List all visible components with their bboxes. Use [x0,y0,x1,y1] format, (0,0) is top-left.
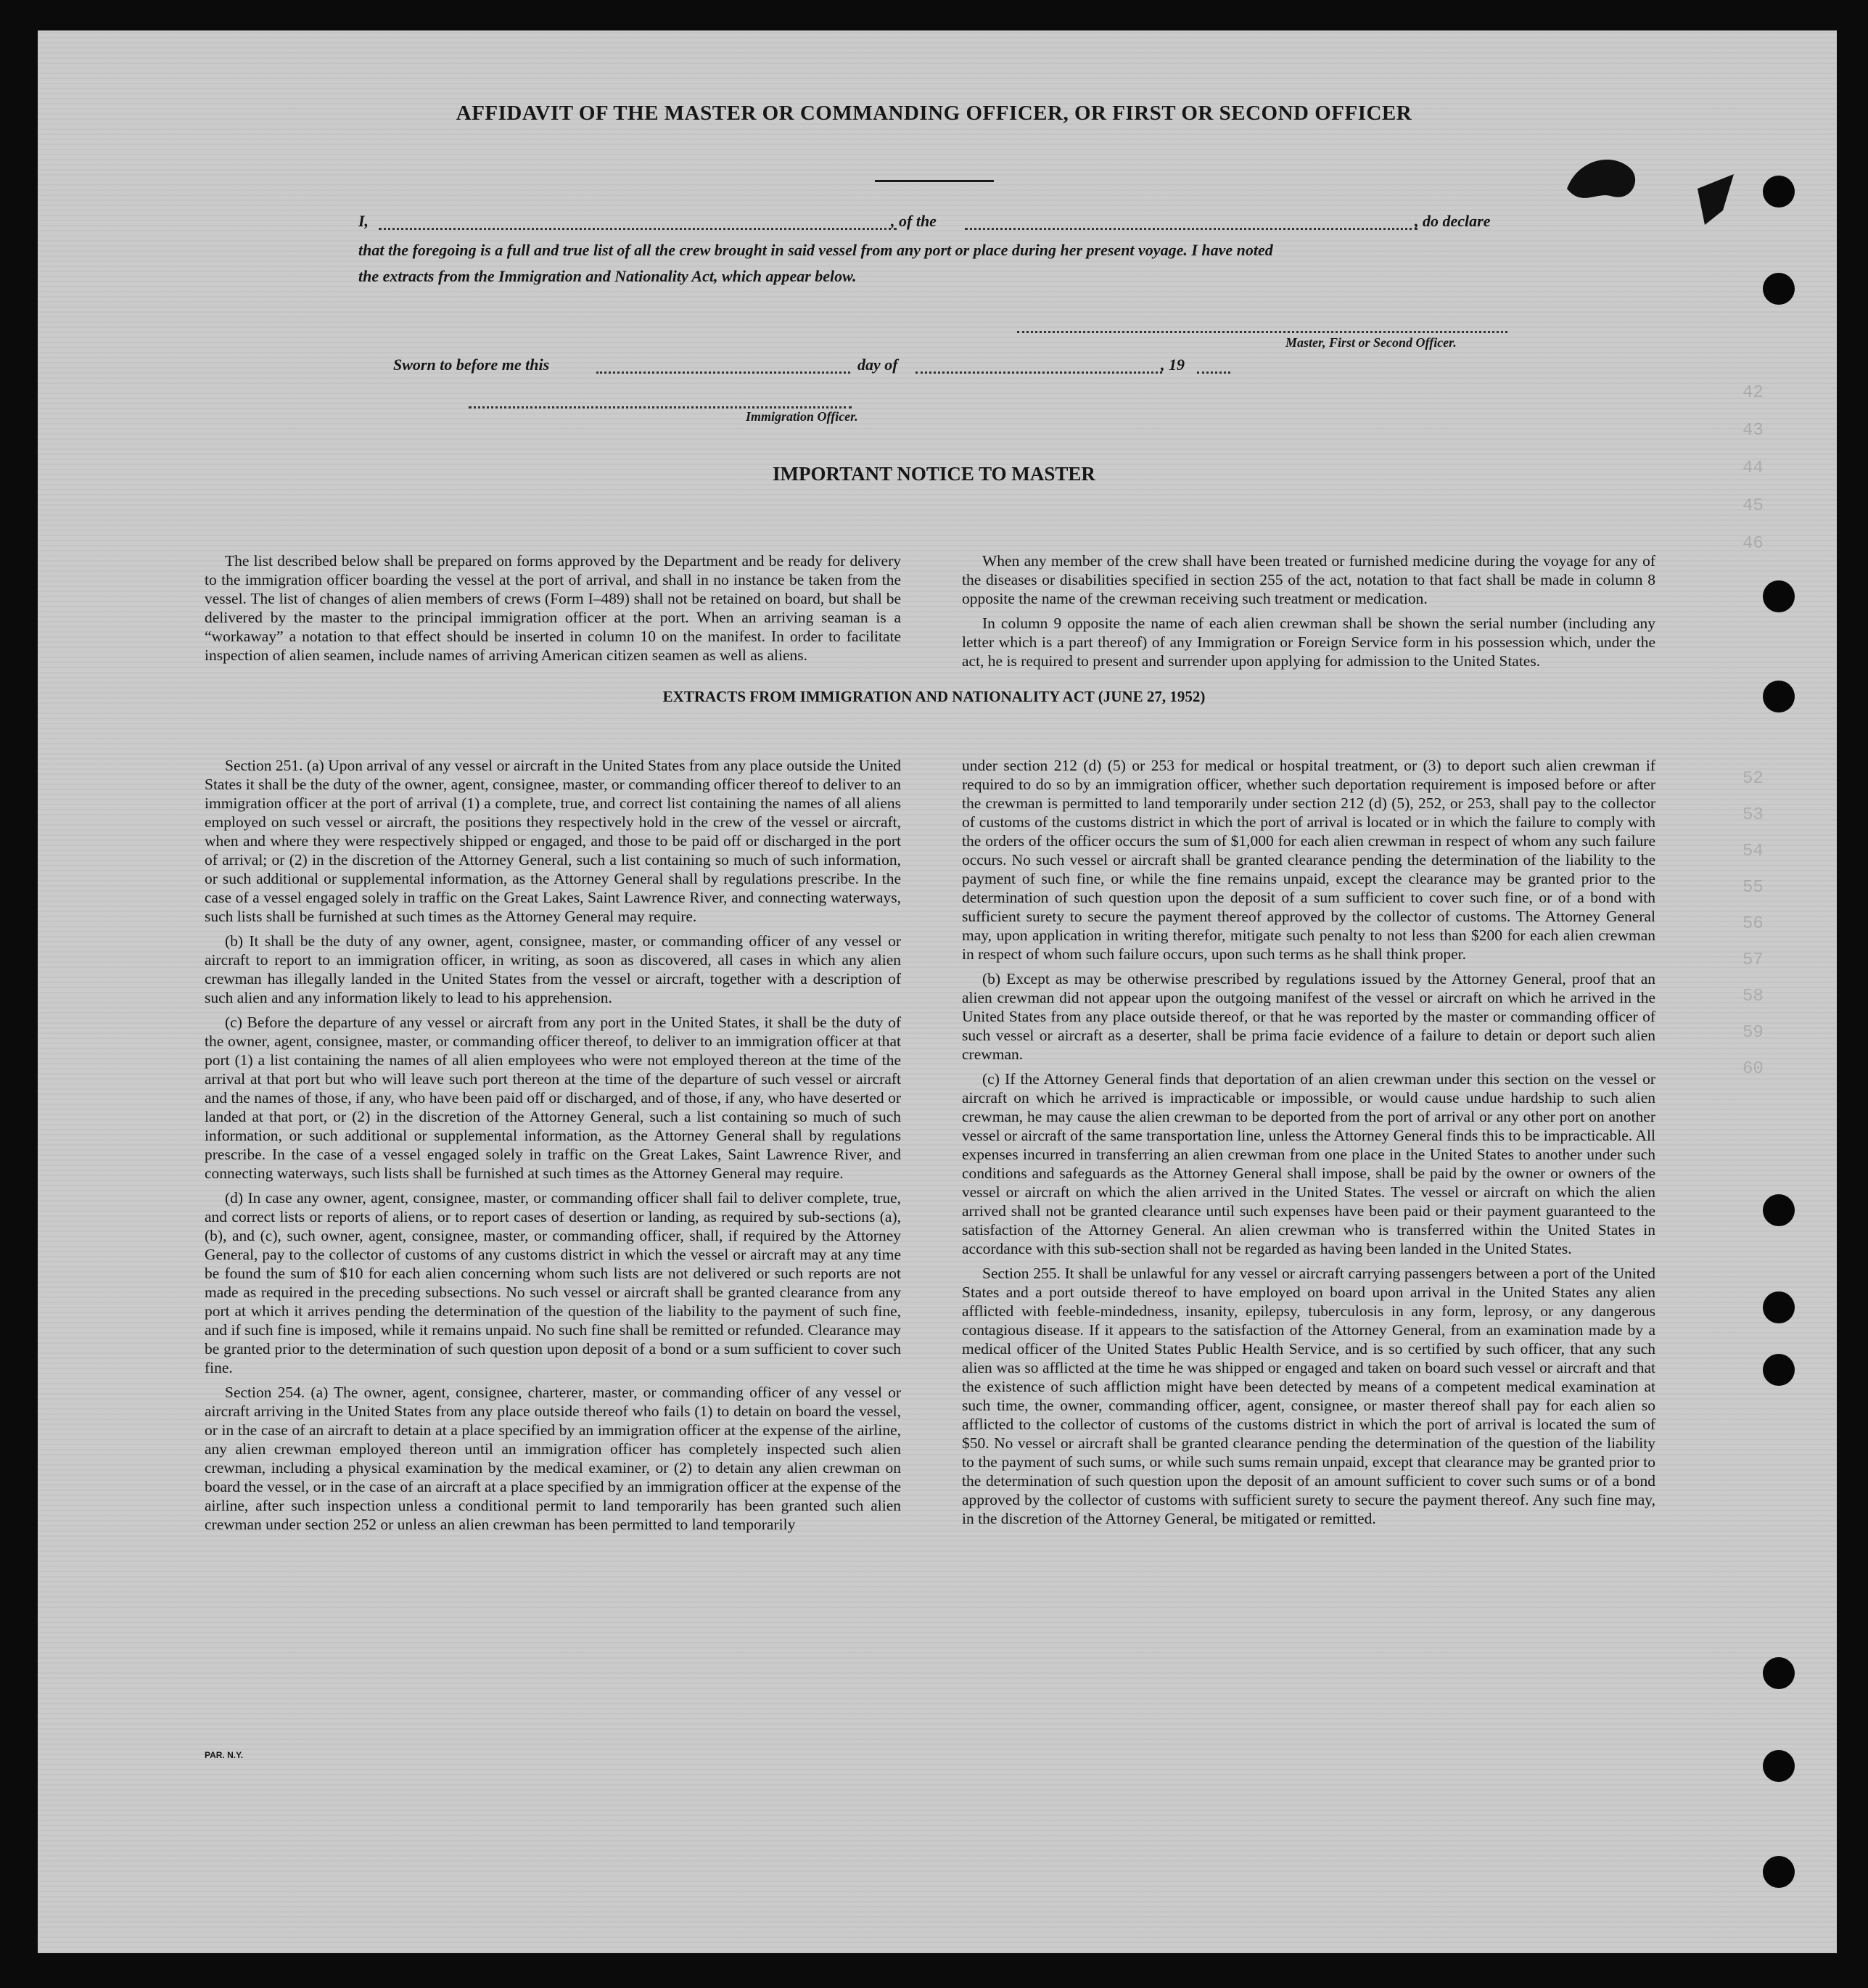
section-254-c: (c) If the Attorney General finds that deportation of an alien crewman under this section on the vessel or aircraft on which he arrived is impracticable or impossible, or would cause undue hardship to such alien crewman, he may cause the alien crewman to be deported from the port of arrival or any other port on another vessel or aircraft of the same transportation line, unless the Attorney General finds this to be impracticable. All expenses incurred in transferring an alien crewman from one place in the United States to another under such conditions and safeguards as the Attorney General shall impose, shall be paid by the owner or owners of the vessel or aircraft on which the alien arrived in the United States. The vessel or aircraft on which the alien arrived shall not be granted clearance until such expenses have been paid or their payment guaranteed to the satisfaction of the Attorney General. An alien crewman who is transferred within the United States in accordance with this sub-section shall not be regarded as having been landed in the United States. [962,1070,1655,1257]
section-254-b: (b) Except as may be otherwise prescribed by regulations issued by the Attorney General, proof that an alien crewman did not appear upon the outgoing manifest of the vessel or aircraft on which he arrived in the United States from any place outside thereof, or that he was reported by the master or commanding officer of such vessel or aircraft as a deserter, shall be prima facie evidence of a failure to detain or deport such alien crewman. [962,970,1655,1063]
section-251-d: (d) In case any owner, agent, consignee, master, or commanding officer shall fail to deliver complete, true, and correct lists or reports of aliens, or to report cases of desertion or landing, as required by sub-sections (a), (b), and (c), such owner, agent, consignee, master, or commanding officer, shall, if required by the Attorney General, pay to the collector of customs of any customs district in which the vessel or aircraft may at any time be found the sum of $10 for each alien concerning whom such lists are not delivered or such reports are not made as required in the preceding subsections. No such vessel or aircraft shall be granted clearance from any port at which it arrives pending the determination of the question of the liability to the payment of such fine, and if such fine is imposed, while it remains unpaid. No such fine shall be remitted or refunded. Clearance may be granted prior to the determination of such question upon deposit of a bond or a sum sufficient to cover such fine. [205,1189,901,1376]
title-underline [875,180,994,182]
sworn-day-field[interactable] [596,371,850,374]
affidavit-title: AFFIDAVIT OF THE MASTER OR COMMANDING OFFICER, OR FIRST OR SECOND OFFICER [456,102,1412,125]
section-254-a-continued: under section 212 (d) (5) or 253 for medical or hospital treatment, or (3) to deport such alien crewman if required to do so by an immigration officer, whether such deportation requirement is imposed before or after the crewman is permitted to land temporarily under section 212 (d) (5), 252, or 253, shall pay to the collector of customs of the customs district in which the port of arrival is located or in which the failure to comply with the orders of the officer occurs the sum of $1,000 for each alien crewman in respect of whom any such failure occurs. No such vessel or aircraft shall be granted clearance pending the determination of the liability to the payment of such fine, or while the fine remains unpaid, except the clearance may be granted prior to the determination of such question upon the deposit of a sum sufficient to cover such fine, or of a bond with sufficient surety to secure the payment thereof approved by the collector of customs. The Attorney General may, upon application in writing therefor, mitigate such penalty to not less than $200 for each alien crewman in respect of whom such failure occurs, upon such terms as he shall think proper. [962,757,1655,963]
notice-right-column [962,551,1655,676]
officer-signature-line[interactable] [469,406,852,408]
sworn-month-field[interactable] [916,371,1162,374]
printer-code: PAR. N.Y. [205,1750,244,1760]
declarant-label: I, [358,212,369,230]
year-label: , 19 [1161,356,1185,374]
master-signature-label: Master, First or Second Officer. [1285,335,1457,350]
vessel-label: , of the [891,212,937,230]
notice-title: IMPORTANT NOTICE TO MASTER [773,463,1095,485]
affidavit-statement-line-2: the extracts from the Immigration and Nationality Act, which appear below. [358,267,857,285]
section-251-c: (c) Before the departure of any vessel or aircraft from any port in the United States, it shall be the duty of the owner, agent, consignee, master, or commanding officer thereof, to deliver to an immigration officer at that port (1) a list containing the names of all alien employees who were not employed thereon at the time of the arrival at that port but who will leave such port thereon at the time of the departure of such vessel or aircraft and the names of those, if any, who have been paid off or discharged, and of those, if any, who have deserted or landed at that port, or (2) in the discretion of the Attorney General, such a list containing so much of such information, or such additional or supplemental information, as the Attorney General shall by regulations prescribe. In the case of a vessel engaged solely in traffic on the Great Lakes, Saint Lawrence River, and connecting waterways, such lists shall be furnished at such times as the Attorney General may require. [205,1014,901,1182]
torn-edge-mark [1683,167,1748,239]
declarant-name-field[interactable] [379,228,897,230]
extracts-right-column [962,756,1655,1534]
sworn-year-field[interactable] [1197,371,1230,374]
affidavit-statement-line-1: that the foregoing is a full and true list of all the crew brought in said vessel from any port or place during her present voyage. I have noted [358,241,1273,259]
section-254-a: Section 254. (a) The owner, agent, consignee, charterer, master, or commanding officer of any vessel or aircraft arriving in the United States from any place outside thereof who fails (1) to detain on board the vessel, or in the case of an aircraft to detain at a place specified by an immigration officer at the expense of the airline, any alien crewman employed thereon until an immigration officer has completely inspected such alien crewman, including a physical examination by the medical examiner, or (2) to detain any alien crewman on board the vessel, or in the case of an aircraft at a place specified by an immigration officer at the expense of the airline, after such inspection unless a conditional permit to land temporarily has been granted such alien crewman under section 252 or unless an alien crewman has been permitted to land temporarily [205,1384,901,1533]
master-signature-line[interactable] [1017,331,1507,333]
torn-corner-mark [1560,145,1661,225]
officer-signature-label: Immigration Officer. [746,409,858,424]
notice-left-paragraph: The list described below shall be prepared on forms approved by the Department and be ready for delivery to the immigration officer boarding the vessel at the port of arrival, and shall in no instance be taken from the vessel. The list of changes of alien members of crews (Form I–489) shall not be retained on board, but shall be delivered by the master to the principal immigration officer at the port. When an arriving seaman is a “workaway” a notation to that effect should be inserted in column 10 on the manifest. In order to facilitate inspection of alien seamen, include names of arriving American citizen seamen as well as aliens. [205,552,901,664]
day-of-label: day of [857,356,898,374]
section-251-a: Section 251. (a) Upon arrival of any vessel or aircraft in the United States from any place outside the United States it shall be the duty of the owner, agent, consignee, master, or commanding officer thereof to deliver to an immigration officer at the port of arrival (1) a complete, true, and correct list containing the names of all aliens employed on such vessel or aircraft, the positions they respectively hold in the crew of the vessel or aircraft, when and where they were respectively shipped or engaged, and those to be paid off or discharged in the port of arrival; or (2) in the discretion of the Attorney General, such a list containing so much of such information, or such additional or supplemental information, as the Attorney General shall by regulations prescribe. In the case of a vessel engaged solely in traffic on the Great Lakes, Saint Lawrence River, and connecting waterways, such lists shall be furnished at such times as the Attorney General may require. [205,757,901,925]
vessel-name-field[interactable] [965,228,1418,230]
notice-right-paragraph-1: When any member of the crew shall have been treated or furnished medicine during the voyage for any of the diseases or disabilities specified in section 255 of the act, notation to that fact shall be made in column 8 opposite the name of the crewman receiving such treatment or medication. [962,552,1655,607]
section-251-b: (b) It shall be the duty of any owner, agent, consignee, master, or commanding officer of any vessel or aircraft to report to an immigration officer, in writing, as soon as discovered, all cases in which any alien crewman has illegally landed in the United States from the vessel or aircraft, together with a description of such alien and any information likely to lead to his apprehension. [205,932,901,1006]
section-255: Section 255. It shall be unlawful for any vessel or aircraft carrying passengers between a port of the United States and a port outside thereof to have employed on board upon arrival in the United States any alien afflicted with feeble-mindedness, insanity, epilepsy, tuberculosis in any form, leprosy, or any dangerous contagious disease. If it appears to the satisfaction of the Attorney General, from an examination made by a medical officer of the United States Public Health Service, and is so certified by such officer, that any such alien was so afflicted at the time he was shipped or engaged and taken on board such vessel or aircraft and that the existence of such affliction might have been detected by means of a competent medical examination at such time, the owner, commanding officer, agent, consignee, or master thereof shall pay for each alien so afflicted to the collector of customs of the customs district in which the port of arrival is located the sum of $50. No vessel or aircraft shall be granted clearance pending the determination of the question of the liability to the payment of such sums, or while such sums remain unpaid, except that clearance may be granted prior to the determination of such question upon the deposit of an amount sufficient to cover such sums or of a bond approved by the collector of customs with sufficient surety to secure the payment thereof. Any such fine may, in the discretion of the Attorney General, be mitigated or remitted. [962,1265,1655,1527]
notice-right-paragraph-2: In column 9 opposite the name of each alien crewman shall be shown the serial number (including any letter which is a part thereof) of any Immigration or Foreign Service form in his possession which, under the act, he is required to present and surrender upon applying for admission to the United States. [962,615,1655,670]
extracts-title: EXTRACTS FROM IMMIGRATION AND NATIONALITY ACT (JUNE 27, 1952) [662,688,1206,705]
sworn-label: Sworn to before me this [393,356,550,374]
declare-label: , do declare [1415,212,1491,230]
notice-left-column [205,551,901,670]
extracts-left-column [205,756,901,1540]
